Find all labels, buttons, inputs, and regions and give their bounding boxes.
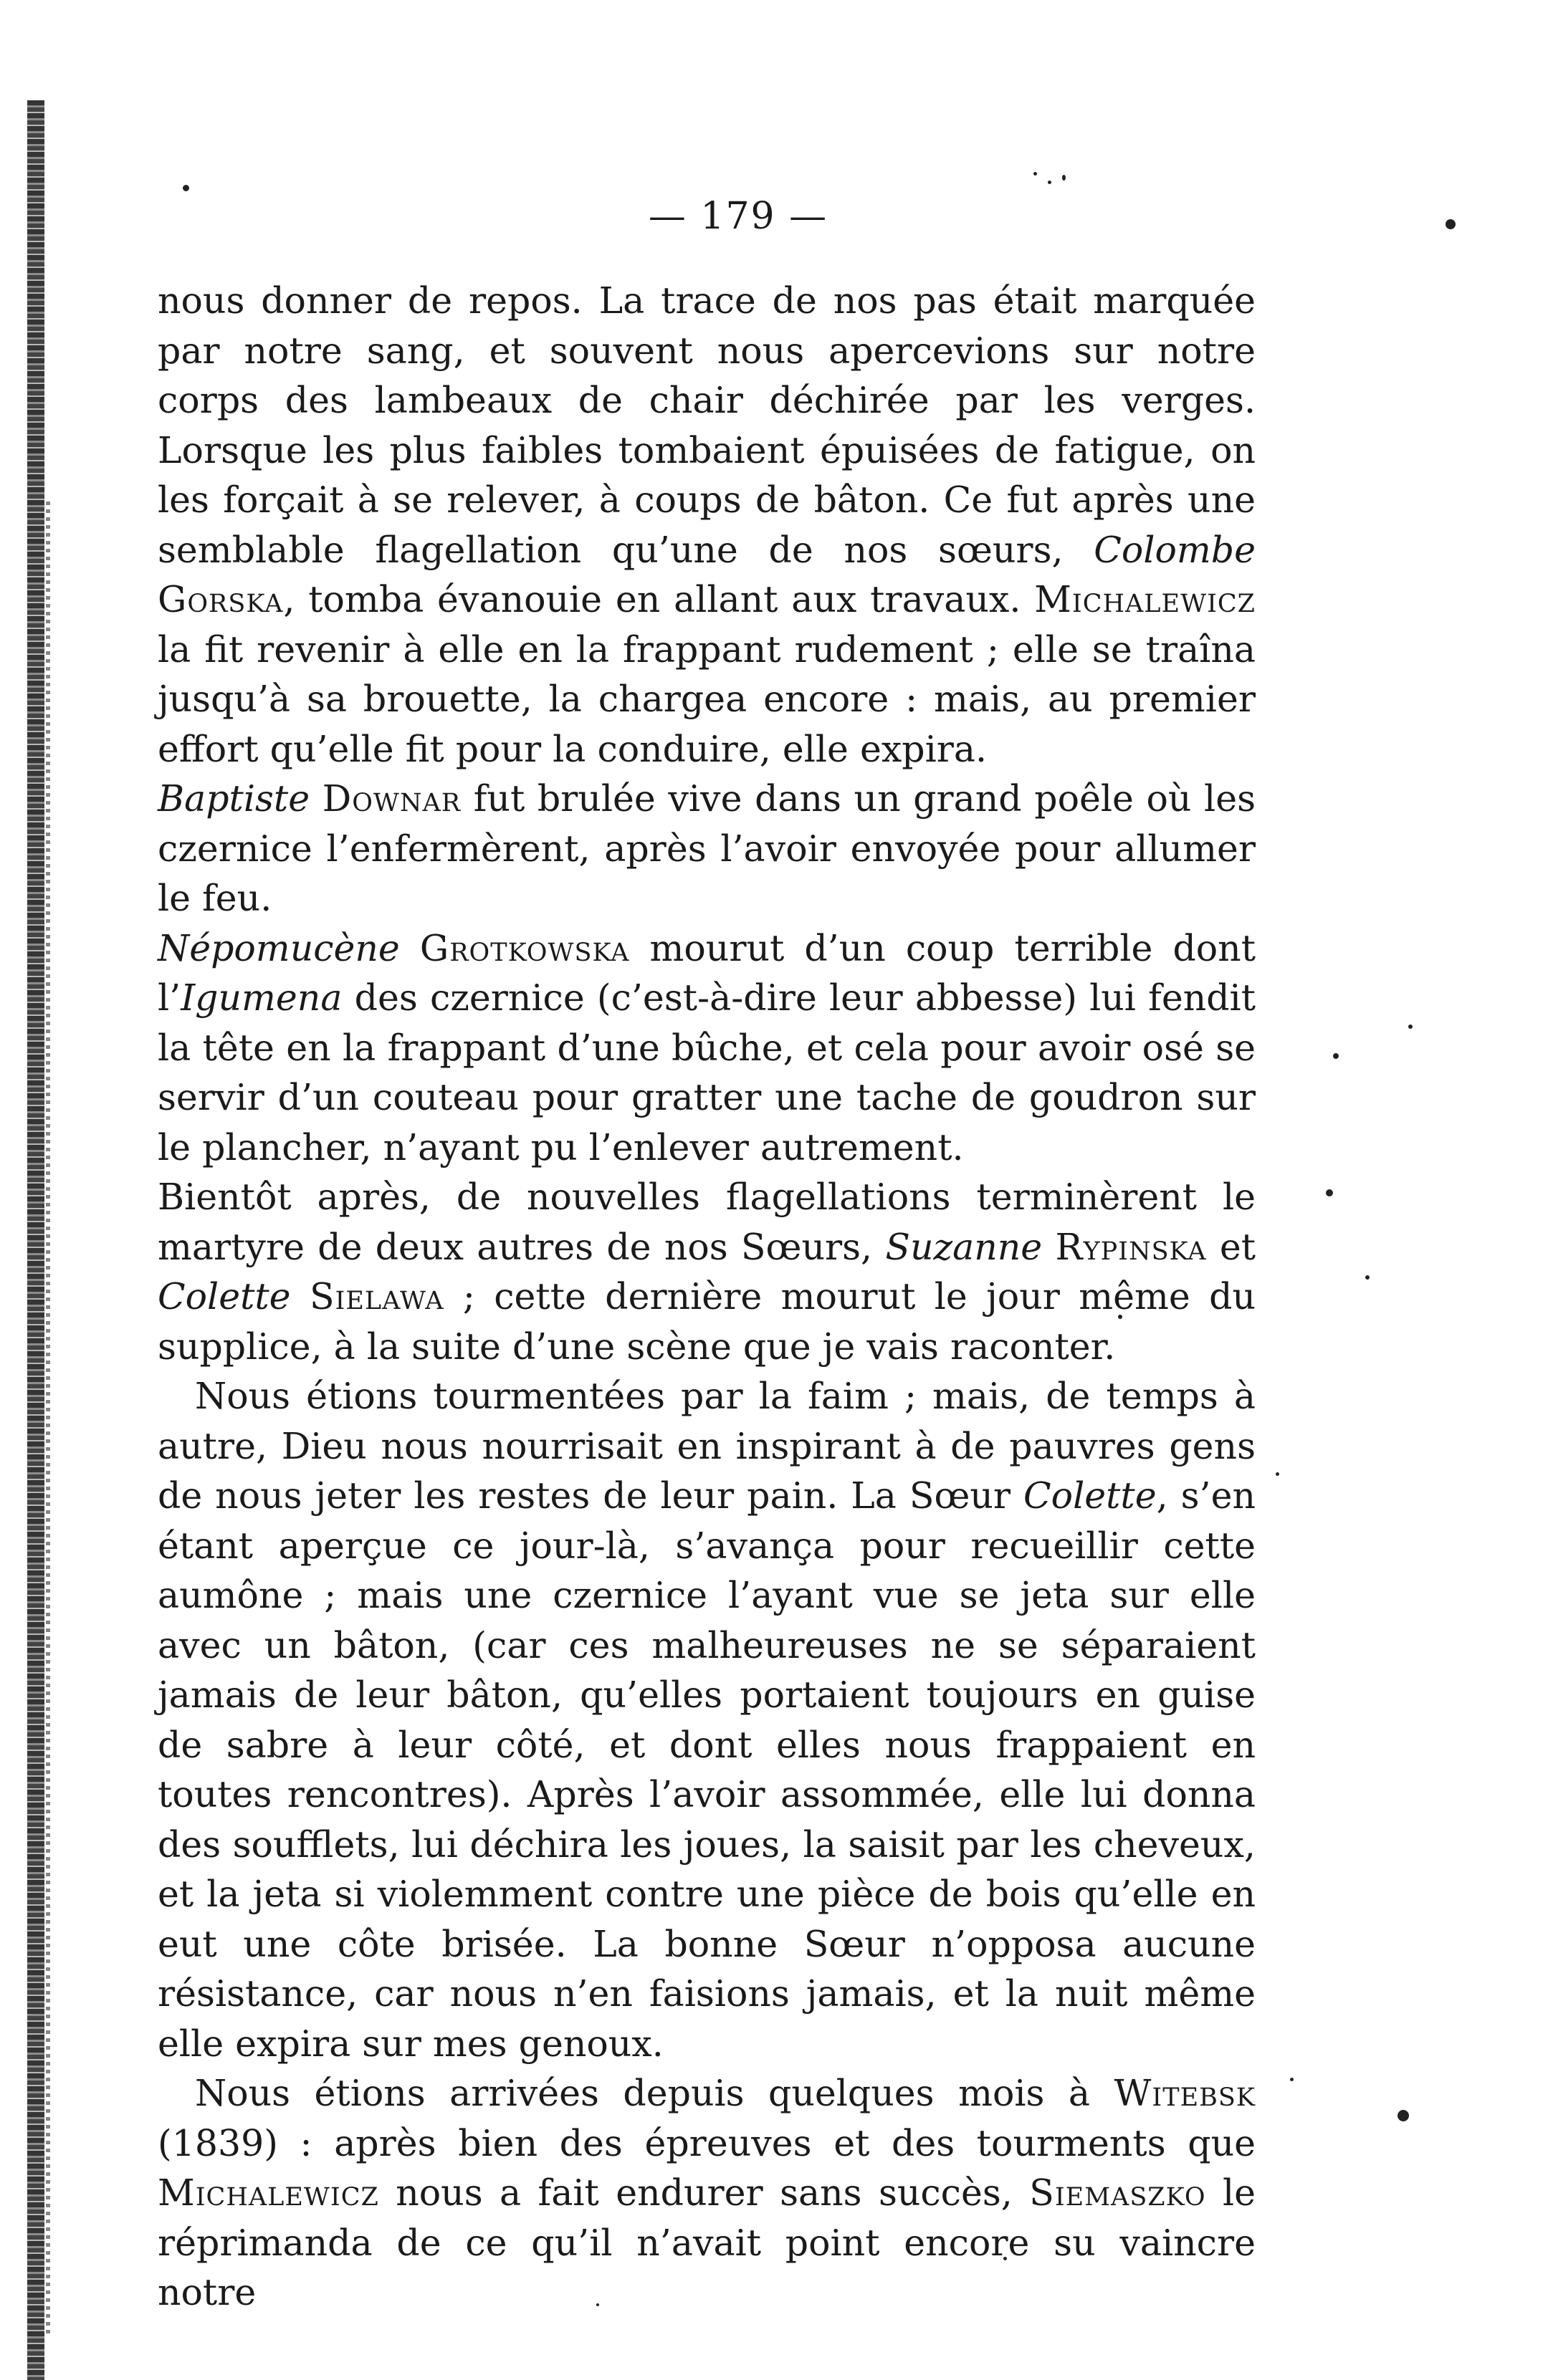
paragraph — [158, 2068, 1256, 2318]
small-caps-name: Rypinska — [1055, 1225, 1207, 1268]
text-run: , tomba évanouie en allant aux travaux. — [283, 578, 1035, 620]
paragraph — [158, 276, 1256, 774]
paragraph — [158, 774, 1256, 923]
text-run: des czernice (c’est-à-dire leur abbesse) lui fendit la tête en la frappant d’une bûche, et cela pour avoir osé se servir d’un couteau pour gratter une tache de goudron sur le plancher, n’ayant pu l’enlever autrement. — [158, 977, 1256, 1169]
italic-name: Colette — [158, 1275, 291, 1318]
small-caps-name: Sielawa — [309, 1275, 444, 1318]
text-run — [310, 777, 322, 820]
text-run: (1839) : après bien des épreuves et des tourments que — [158, 2121, 1256, 2164]
text-run: Bientôt après, de nouvelles flagellations terminèrent le martyre de deux autres de nos Sœurs, — [158, 1176, 1256, 1268]
paragraph — [158, 1172, 1256, 1371]
text-run: le réprimanda de ce qu’il n’avait point encore su vaincre notre — [158, 2172, 1256, 2313]
italic-name: Népomucène — [158, 926, 400, 969]
page-edge-scan-shadow — [27, 100, 44, 2380]
small-caps-name: Gorska — [158, 578, 284, 620]
text-run: nous donner de repos. La trace de nos pas était marquée par notre sang, et souvent nous apercevions sur notre corps des lambeaux de chair déchirée par les verges. Lorsque les plus faibles tombaient épuisées de fatigue, on les forçait à se relever, à coups de bâton. Ce fut après une semblable flagellation qu’une de nos sœurs, — [158, 279, 1256, 571]
italic-name: Colette — [1023, 1474, 1157, 1517]
paragraph — [158, 923, 1256, 1173]
paragraph — [158, 1371, 1256, 2068]
text-run — [400, 927, 420, 969]
text-run: la fit revenir à elle en la frappant rudement ; elle se traîna jusqu’à sa brouette, la chargea encore : mais, au premier effort qu’elle fit pour la conduire, elle expira. — [158, 628, 1256, 770]
small-caps-name: Michalewicz — [1034, 578, 1256, 620]
body-text — [158, 276, 1256, 2318]
italic-name: Igumena — [181, 977, 343, 1019]
text-run: ; cette dernière mourut le jour même du supplice, à la suite d’une scène que je vais raconter. — [158, 1275, 1256, 1368]
italic-name: Colombe — [1094, 528, 1256, 571]
small-caps-name: Grotkowska — [419, 926, 630, 969]
small-caps-name: Michalewicz — [158, 2172, 379, 2214]
italic-name: Baptiste — [158, 777, 310, 820]
small-caps-name: Downar — [322, 777, 462, 820]
text-run: Nous étions tourmentées par la faim ; mais, de temps à autre, Dieu nous nourrisait en inspirant à de pauvres gens de nous jeter les restes de leur pain. La Sœur — [158, 1375, 1256, 1517]
page-edge-scan-shadow-inner — [46, 502, 50, 2336]
text-run: et — [1206, 1225, 1256, 1268]
text-run: , s’en étant aperçue ce jour-là, s’avança pour recueillir cette aumône ; mais une czernice l’ayant vue se jeta sur elle avec un bâton, (car ces malheureuses ne se séparaient jamais de leur bâton, qu’elles portaient toujours en guise de sabre à leur côté, et dont elles nous frappaient en toutes rencontres). Après l’avoir assommée, elle lui donna des soufflets, lui déchira les joues, la saisit par les cheveux, et la jeta si violemment contre une pièce de bois qu’elle en eut une côte brisée. La bonne Sœur n’opposa aucune résistance, car nous n’en faisions jamais, et la nuit même elle expira sur mes genoux. — [158, 1474, 1256, 2065]
italic-name: Suzanne — [885, 1225, 1043, 1268]
page-number: — 179 — — [648, 195, 828, 238]
text-run: fut brulée vive dans un grand poêle où les czernice l’enfermèrent, après l’avoir envoyée pour allumer le feu. — [158, 777, 1256, 919]
small-caps-name: Siemaszko — [1029, 2172, 1206, 2214]
text-run: nous a fait endurer sans succès, — [378, 2172, 1030, 2214]
text-run: Nous étions arrivées depuis quelques mois à — [195, 2072, 1114, 2114]
text-run — [1042, 1226, 1055, 1268]
text-run — [291, 1275, 310, 1318]
small-caps-name: Witebsk — [1114, 2072, 1256, 2114]
text-run: mourut d’un coup terrible dont l’ — [158, 926, 1256, 1019]
